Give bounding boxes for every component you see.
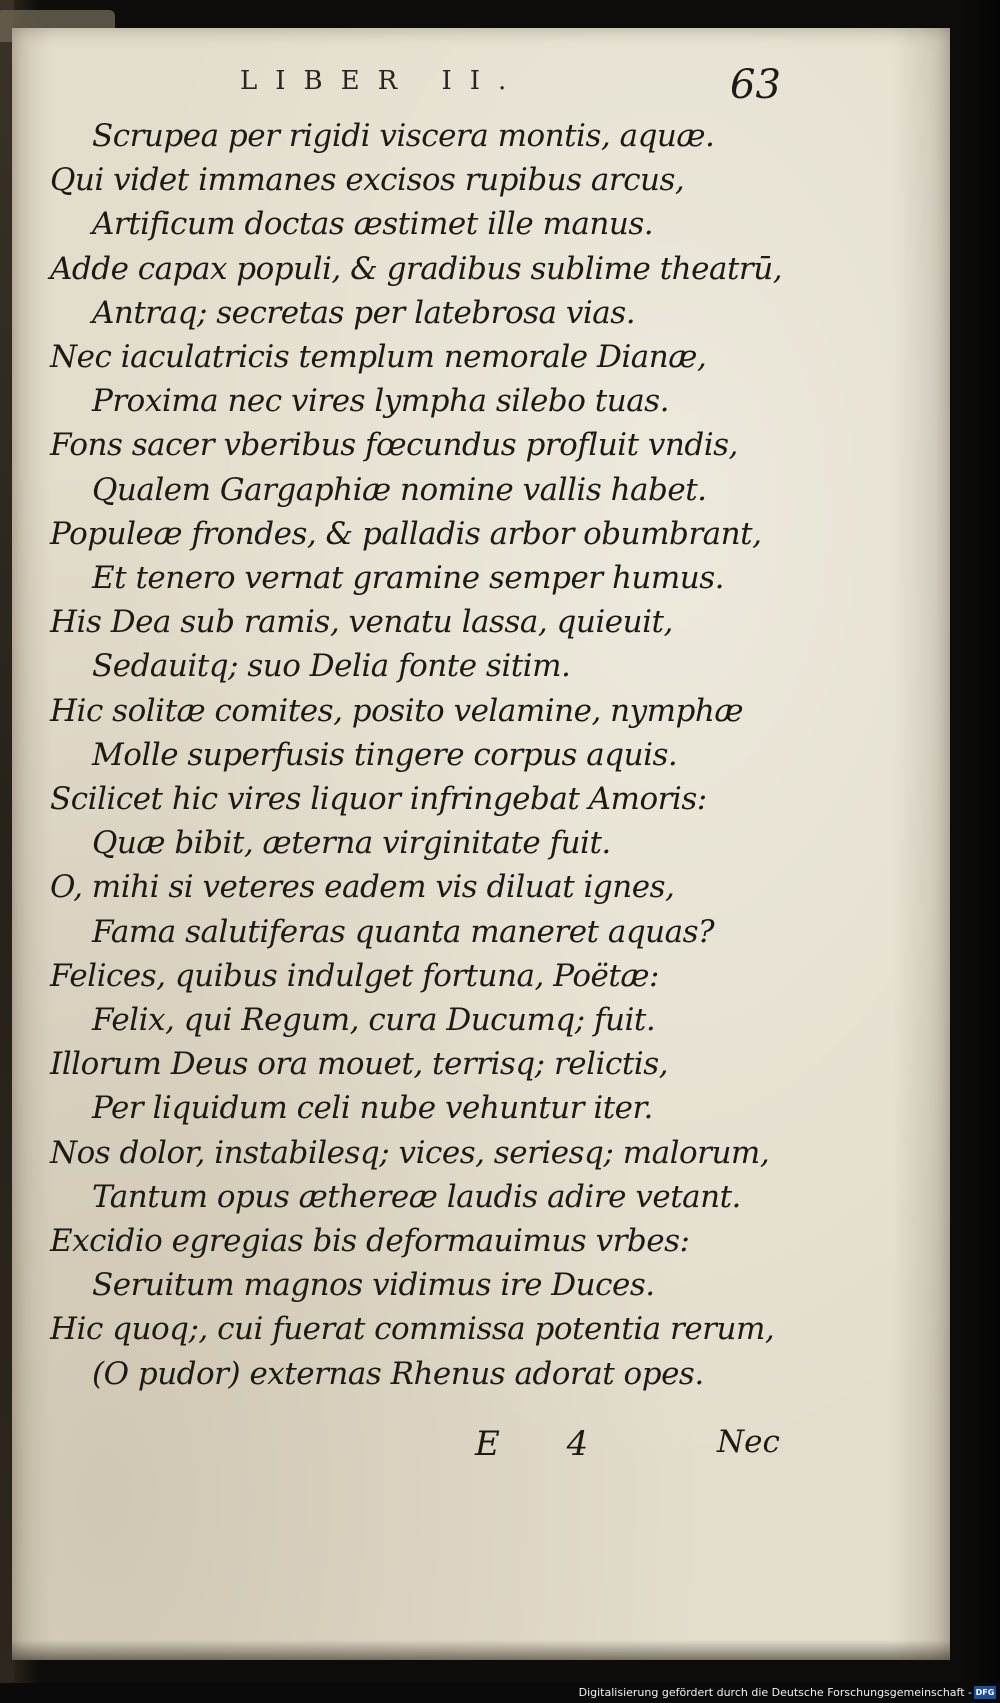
verse-line: Hic solitæ comites, posito velamine, nymphæ xyxy=(50,692,743,729)
verse-line: Sedauitq; suo Delia fonte sitim. xyxy=(92,648,571,685)
verse-line: His Dea sub ramis, venatu lassa, quieuit, xyxy=(50,604,673,641)
verse-line: Quæ bibit, æterna virginitate fuit. xyxy=(92,825,611,862)
running-head: LIBER II. xyxy=(240,66,525,96)
page-number: 63 xyxy=(730,62,781,108)
verse-line: Felix, qui Regum, cura Ducumq; fuit. xyxy=(92,1002,656,1038)
signature-mark: E 4 xyxy=(475,1424,617,1464)
credit-text: Digitalisierung gefördert durch die Deutsche Forschungsgemeinschaft - xyxy=(578,1686,972,1699)
verse-line: Molle superfusis tingere corpus aquis. xyxy=(92,736,678,773)
verse-line: Populeæ frondes, & palladis arbor obumbrant, xyxy=(50,515,762,552)
verse-line: Tantum opus æthereæ laudis adire vetant. xyxy=(92,1178,741,1215)
page-shadow xyxy=(12,1640,950,1660)
verse-line: Excidio egregias bis deformauimus vrbes: xyxy=(50,1223,690,1259)
verse-line: Felices, quibus indulget fortuna, Poëtæ: xyxy=(50,957,659,994)
verse-line: Illorum Deus ora mouet, terrisq; relictis, xyxy=(50,1046,668,1083)
verse-line: Seruitum magnos vidimus ire Duces. xyxy=(92,1267,655,1304)
verse-line: Scrupea per rigidi viscera montis, aquæ. xyxy=(92,118,715,154)
verse-line: Proxima nec vires lympha silebo tuas. xyxy=(92,383,669,420)
verse-line: Nec iaculatricis templum nemorale Dianæ, xyxy=(50,339,707,375)
verse-line: Fama salutiferas quanta maneret aquas? xyxy=(92,913,715,950)
verse-line: Qualem Gargaphiæ nomine vallis habet. xyxy=(92,471,707,508)
verse-line: Antraq; secretas per latebrosa vias. xyxy=(92,294,636,331)
verse-line: Et tenero vernat gramine semper humus. xyxy=(92,560,725,596)
verse-line: Artificum doctas æstimet ille manus. xyxy=(92,206,654,243)
catchword: Nec xyxy=(717,1424,780,1460)
verse-line: Hic quoq;, cui fuerat commissa potentia rerum, xyxy=(50,1311,775,1348)
verse-line: Adde capax populi, & gradibus sublime theatrū, xyxy=(50,250,783,287)
verse-line: Fons sacer vberibus fœcundus profluit vndis, xyxy=(50,427,738,464)
verse-line: Scilicet hic vires liquor infringebat Amoris: xyxy=(50,781,707,817)
verse-line: O, mihi si veteres eadem vis diluat ignes, xyxy=(50,869,675,906)
verse-line: (O pudor) externas Rhenus adorat opes. xyxy=(92,1355,704,1392)
verse-line: Per liquidum celi nube vehuntur iter. xyxy=(92,1090,653,1127)
dfg-logo: DFG xyxy=(975,1688,995,1697)
verse-line: Nos dolor, instabilesq; vices, seriesq; malorum, xyxy=(50,1134,770,1171)
verse-line: Qui videt immanes excisos rupibus arcus, xyxy=(50,162,685,199)
